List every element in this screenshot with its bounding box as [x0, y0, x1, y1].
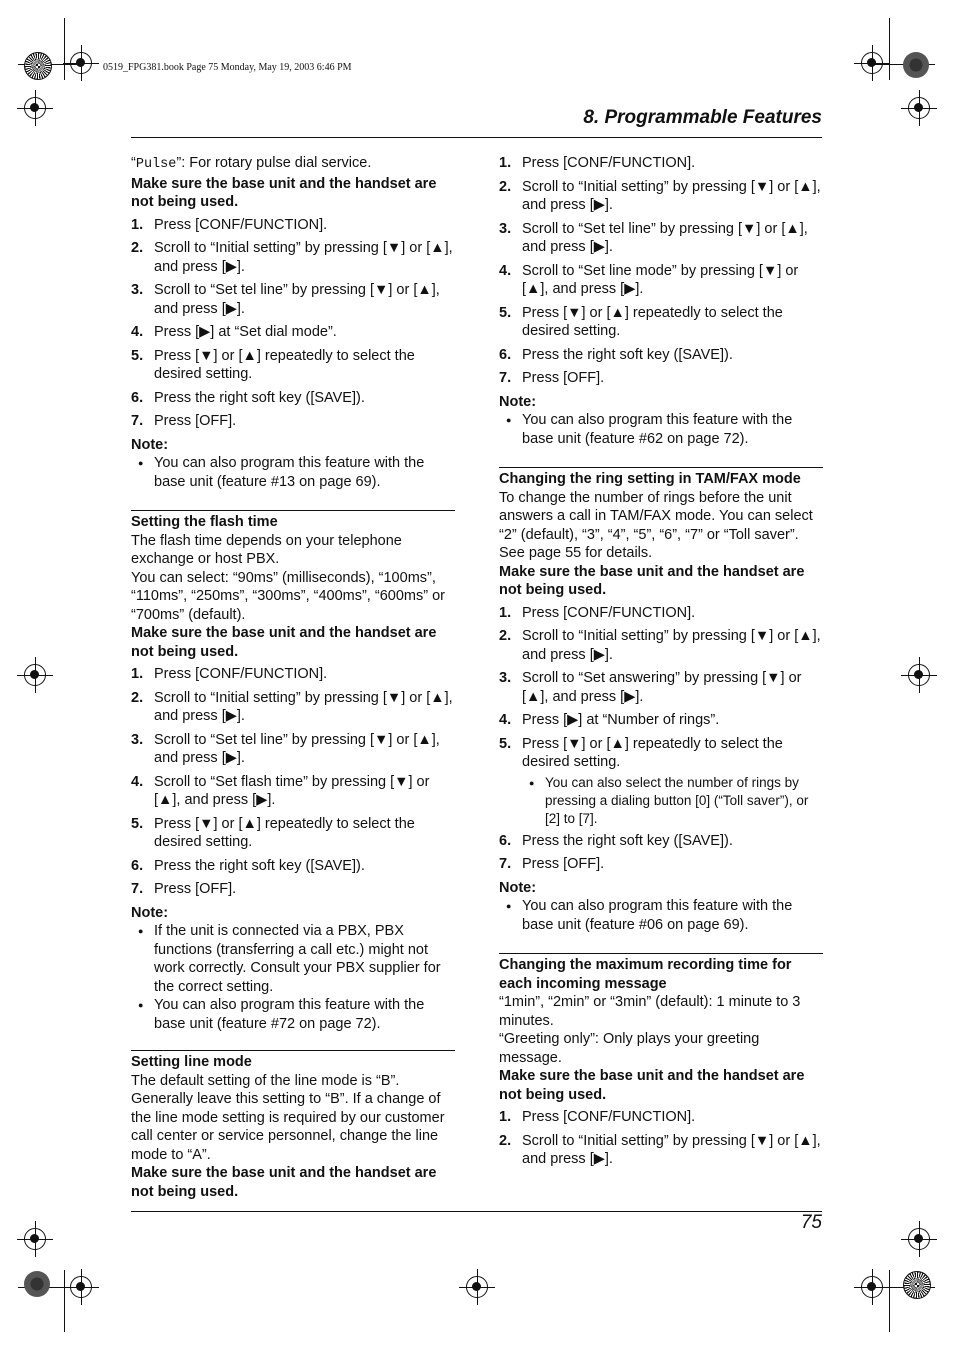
- registration-target-icon: [908, 1228, 930, 1250]
- step-number: 3.: [499, 670, 512, 686]
- step-text: Press [▶] at “Set dial mode”.: [154, 324, 337, 340]
- registration-target-icon: [861, 1276, 883, 1298]
- step-item: [499, 711, 823, 730]
- steps-list: [499, 154, 823, 388]
- header-rule: [131, 137, 822, 138]
- ring-section: [499, 467, 823, 934]
- step-number: 4.: [499, 262, 512, 279]
- step-number: 7.: [131, 413, 144, 429]
- paragraph: To change the number of rings before the unit answers a call in TAM/FAX mode. You can select “2” (default), “3”, “4”, “5”, “6”, “7” or “Toll saver”. See page 55 for details.: [499, 489, 813, 561]
- step-text: Scroll to “Initial setting” by pressing [▼] or [▲], and press [▶].: [522, 178, 821, 213]
- step-item: [131, 731, 455, 768]
- step-number: 6.: [131, 857, 144, 874]
- page-number: 75: [800, 1212, 822, 1233]
- paragraph: “Greeting only”: Only plays your greeting message.: [499, 1031, 760, 1066]
- step-number: 4.: [131, 324, 144, 340]
- steps-list: [499, 832, 823, 874]
- step-text: Scroll to “Set tel line” by pressing [▼] or [▲], and press [▶].: [154, 282, 440, 317]
- registration-dark-icon: [903, 52, 929, 78]
- step-item: [131, 216, 455, 235]
- step-item: [131, 389, 455, 408]
- warning-text: Make sure the base unit and the handset are not being used.: [499, 1068, 805, 1103]
- note-item: ● If the unit is connected via a PBX, PBX functions (transferring a call etc.) might not work correctly. Consult your PBX supplier for the correct setting.: [131, 922, 455, 996]
- step-number: 7.: [499, 370, 512, 386]
- crop-mark: [64, 1270, 65, 1332]
- step-text: Press the right soft key ([SAVE]).: [522, 832, 733, 849]
- step-number: 6.: [131, 389, 144, 406]
- paragraph: The default setting of the line mode is “B”. Generally leave this setting to “B”. If a change of the line mode setting is required by our customer call center or service personnel, change the line mode to “A”.: [131, 1072, 445, 1163]
- step-item: [131, 412, 455, 431]
- step-text: Press [CONF/FUNCTION].: [522, 604, 696, 621]
- step-number: 2.: [499, 178, 512, 195]
- step-text: Press [▶] at “Number of rings”.: [522, 712, 720, 728]
- step-number: 7.: [499, 856, 512, 872]
- registration-target-icon: [24, 97, 46, 119]
- step-number: 4.: [131, 773, 144, 790]
- step-text: Press [CONF/FUNCTION].: [154, 666, 328, 682]
- paragraph: “1min”, “2min” or “3min” (default): 1 minute to 3 minutes.: [499, 994, 801, 1029]
- step-text: Press [CONF/FUNCTION].: [522, 1109, 696, 1125]
- step-item: [499, 154, 823, 173]
- registration-target-icon: [70, 1276, 92, 1298]
- step-item: [131, 857, 455, 876]
- step-text: Scroll to “Set answering” by pressing [▼] or [▲], and press [▶].: [522, 670, 802, 705]
- step-text: Press [OFF].: [154, 413, 237, 429]
- warning-text: Make sure the base unit and the handset are not being used.: [499, 563, 805, 598]
- step-text: Press [OFF].: [522, 856, 605, 872]
- step-number: 2.: [499, 1132, 512, 1149]
- step-text: Scroll to “Set line mode” by pressing [▼] or [▲], and press [▶].: [522, 262, 799, 297]
- step-item: [499, 1108, 823, 1127]
- footer-rule: [131, 1211, 822, 1212]
- steps-list: [499, 604, 823, 772]
- step-text: Press [CONF/FUNCTION].: [522, 155, 696, 171]
- file-info: 0519_FPG381.book Page 75 Monday, May 19, 2003 6:46 PM: [103, 62, 352, 73]
- warning-text: Make sure the base unit and the handset are not being used.: [131, 175, 437, 210]
- step-text: Scroll to “Initial setting” by pressing [▼] or [▲], and press [▶].: [154, 689, 453, 724]
- registration-star-icon: [24, 52, 52, 80]
- note-item: ● You can also program this feature with the base unit (feature #06 on page 69).: [499, 897, 823, 934]
- note-heading: Note:: [131, 436, 169, 453]
- step-text: Press [▼] or [▲] repeatedly to select the desired setting.: [154, 815, 415, 850]
- step-number: 5.: [131, 815, 144, 832]
- crop-mark: [64, 18, 65, 80]
- step-text: Press the right soft key ([SAVE]).: [522, 346, 733, 363]
- step-number: 1.: [499, 604, 512, 621]
- step-number: 1.: [499, 155, 512, 171]
- registration-target-icon: [908, 97, 930, 119]
- step-item: [131, 239, 455, 276]
- step-item: [499, 832, 823, 851]
- registration-target-icon: [908, 664, 930, 686]
- paragraph: The flash time depends on your telephone exchange or host PBX.: [131, 532, 402, 567]
- step-number: 3.: [499, 220, 512, 237]
- section-heading: Changing the maximum recording time for each incoming message: [499, 957, 792, 992]
- step-item: [499, 178, 823, 215]
- pulse-option: Pulse: [135, 157, 177, 172]
- step-number: 2.: [131, 689, 144, 706]
- step-number: 1.: [131, 666, 144, 682]
- steps-list: [131, 216, 455, 431]
- step-item: [131, 880, 455, 899]
- step-item: [131, 323, 455, 342]
- step-text: Press [CONF/FUNCTION].: [154, 216, 328, 233]
- steps-list: [131, 665, 455, 899]
- right-column: [499, 154, 823, 1174]
- step-text: Scroll to “Set tel line” by pressing [▼] or [▲], and press [▶].: [154, 731, 440, 766]
- steps-list: [499, 1108, 823, 1169]
- note-heading: Note:: [131, 904, 169, 921]
- step-number: 5.: [131, 347, 144, 364]
- step-number: 6.: [499, 346, 512, 363]
- step-number: 6.: [499, 832, 512, 849]
- step-item: [131, 689, 455, 726]
- note-heading: Note:: [499, 393, 537, 410]
- step-number: 3.: [131, 731, 144, 748]
- note-item: ● You can also program this feature with the base unit (feature #72 on page 72).: [131, 996, 455, 1033]
- step-number: 5.: [499, 735, 512, 752]
- section-title: 8. Programmable Features: [583, 107, 822, 128]
- step-number: 5.: [499, 304, 512, 321]
- step-item: [499, 304, 823, 341]
- step-text: Press [▼] or [▲] repeatedly to select the desired setting.: [522, 304, 783, 339]
- step-text: Scroll to “Set flash time” by pressing [▼] or [▲], and press [▶].: [154, 773, 430, 808]
- step-text: Press the right soft key ([SAVE]).: [154, 389, 365, 406]
- step-item: [131, 281, 455, 318]
- flash-section: [131, 510, 455, 1033]
- step-item: [499, 669, 823, 706]
- step-item: [499, 735, 823, 772]
- step-item: [499, 262, 823, 299]
- step-text: Press [OFF].: [154, 881, 237, 897]
- step-text: Press [▼] or [▲] repeatedly to select the desired setting.: [154, 347, 415, 382]
- step-number: 2.: [499, 628, 512, 644]
- step-item: [499, 220, 823, 257]
- registration-target-icon: [70, 52, 92, 74]
- step-item: [131, 347, 455, 384]
- step-number: 1.: [499, 1109, 512, 1125]
- step-number: 7.: [131, 881, 144, 897]
- warning-text: Make sure the base unit and the handset are not being used.: [131, 1165, 437, 1200]
- step-text: Press the right soft key ([SAVE]).: [154, 857, 365, 874]
- step-text: Press [▼] or [▲] repeatedly to select the desired setting.: [522, 735, 783, 770]
- recording-section: [499, 953, 823, 1169]
- pulse-paragraph: “Pulse”: For rotary pulse dial service.: [131, 155, 372, 172]
- note-item: ● You can also program this feature with the base unit (feature #62 on page 72).: [499, 411, 823, 448]
- section-heading: Setting line mode: [131, 1054, 252, 1070]
- step-text: Scroll to “Set tel line” by pressing [▼] or [▲], and press [▶].: [522, 220, 808, 255]
- registration-target-icon: [24, 664, 46, 686]
- crop-mark: [889, 18, 890, 80]
- step-number: 3.: [131, 282, 144, 298]
- left-column: [131, 154, 455, 1201]
- section-heading: Changing the ring setting in TAM/FAX mode: [499, 471, 801, 487]
- registration-star-icon: [903, 1271, 931, 1299]
- step-number: 4.: [499, 712, 512, 728]
- step-item: [131, 815, 455, 852]
- step-text: Press [OFF].: [522, 370, 605, 386]
- note-heading: Note:: [499, 879, 537, 896]
- sub-note-item: ● You can also select the number of rings by pressing a dialing button [0] (“Toll saver”), or [2] to [7].: [522, 774, 823, 828]
- step-item: [499, 604, 823, 623]
- step-item: [131, 773, 455, 810]
- note-item: ● You can also program this feature with the base unit (feature #13 on page 69).: [131, 454, 455, 491]
- line-mode-section: [131, 1050, 455, 1201]
- step-text: Scroll to “Initial setting” by pressing [▼] or [▲], and press [▶].: [154, 240, 453, 275]
- registration-target-icon: [861, 52, 883, 74]
- step-item: [499, 346, 823, 365]
- step-item: [499, 855, 823, 874]
- section-heading: Setting the flash time: [131, 514, 278, 530]
- crop-mark: [889, 1270, 890, 1332]
- step-item: [499, 1132, 823, 1169]
- step-number: 1.: [131, 216, 144, 233]
- step-number: 2.: [131, 240, 144, 256]
- registration-target-icon: [466, 1276, 488, 1298]
- registration-dark-icon: [24, 1271, 50, 1297]
- registration-target-icon: [24, 1228, 46, 1250]
- warning-text: Make sure the base unit and the handset are not being used.: [131, 625, 437, 660]
- step-text: Scroll to “Initial setting” by pressing [▼] or [▲], and press [▶].: [522, 628, 821, 663]
- step-item: [131, 665, 455, 684]
- step-item: [499, 369, 823, 388]
- paragraph: You can select: “90ms” (milliseconds), “100ms”, “110ms”, “250ms”, “300ms”, “400ms”, “600ms” or “700ms” (default).: [131, 569, 445, 623]
- step-item: [499, 627, 823, 664]
- step-text: Scroll to “Initial setting” by pressing [▼] or [▲], and press [▶].: [522, 1132, 821, 1167]
